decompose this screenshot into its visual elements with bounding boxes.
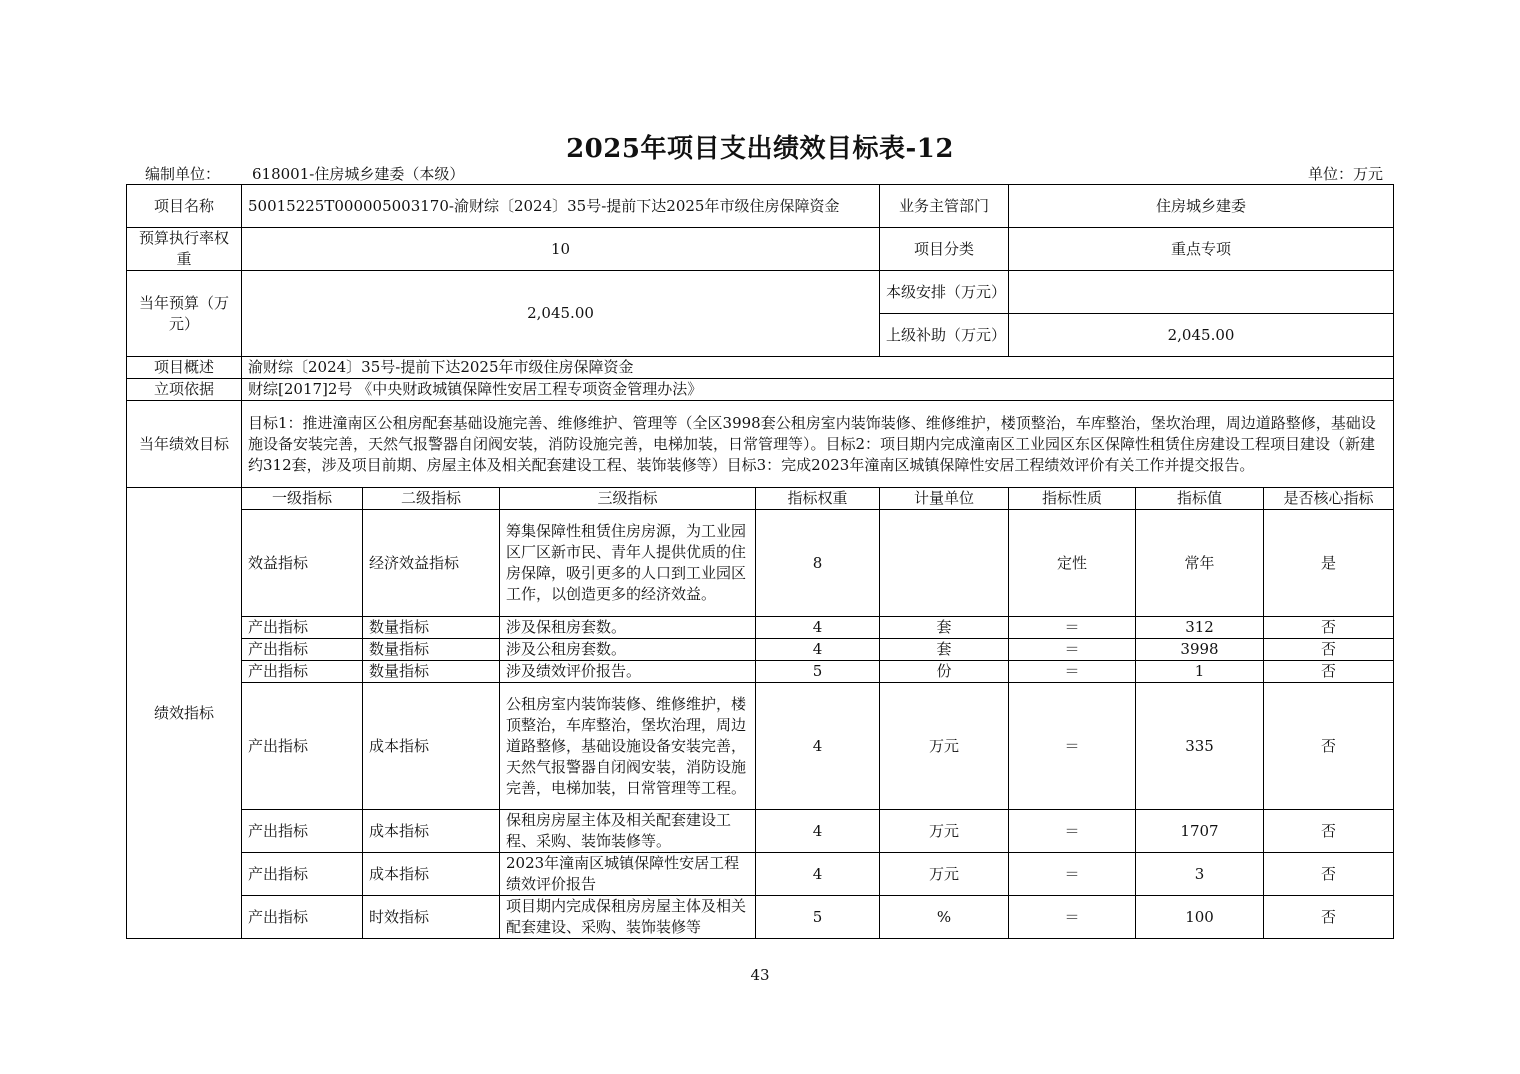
col-header-value: 指标值 (1136, 488, 1264, 510)
category-value: 重点专项 (1009, 228, 1394, 271)
cell-core: 是 (1264, 510, 1394, 617)
col-header-l1: 一级指标 (242, 488, 363, 510)
cell-core: 否 (1264, 896, 1394, 939)
table-row (127, 683, 1394, 810)
cell-weight: 4 (756, 617, 880, 639)
cell-l1: 产出指标 (242, 853, 363, 896)
cell-value: 312 (1136, 617, 1264, 639)
category-label: 项目分类 (880, 228, 1009, 271)
cell-nature: ＝ (1009, 810, 1136, 853)
cell-unit: 万元 (880, 853, 1009, 896)
cell-l2: 成本指标 (363, 810, 500, 853)
cell-l1: 产出指标 (242, 896, 363, 939)
cell-l1: 产出指标 (242, 617, 363, 639)
cell-weight: 4 (756, 853, 880, 896)
cell-l3: 公租房室内装饰装修、维修维护，楼顶整治，车库整治，堡坎治理，周边道路整修，基础设施设备安装完善，天然气报警器自闭阀安装，消防设施完善，电梯加装，日常管理等工程。 (500, 683, 756, 810)
cell-l2: 成本指标 (363, 853, 500, 896)
table-row (127, 896, 1394, 939)
subsidy-label: 上级补助（万元） (880, 314, 1009, 357)
basis-value: 财综[2017]2号 《中央财政城镇保障性安居工程专项资金管理办法》 (242, 379, 1394, 401)
cell-weight: 4 (756, 810, 880, 853)
col-header-nature: 指标性质 (1009, 488, 1136, 510)
cell-l1: 产出指标 (242, 661, 363, 683)
overview-value: 渝财综〔2024〕35号-提前下达2025年市级住房保障资金 (242, 357, 1394, 379)
budget-label: 当年预算（万元） (127, 271, 242, 357)
cell-value: 常年 (1136, 510, 1264, 617)
cell-value: 1 (1136, 661, 1264, 683)
unit-value: 618001-住房城乡建委（本级） (252, 165, 465, 183)
cell-core: 否 (1264, 661, 1394, 683)
table-row (127, 639, 1394, 661)
cell-nature: ＝ (1009, 617, 1136, 639)
budget-value: 2,045.00 (242, 271, 880, 357)
indicators-section-label: 绩效指标 (127, 488, 242, 939)
unit-label: 编制单位： (145, 165, 221, 183)
cell-l3: 涉及绩效评价报告。 (500, 661, 756, 683)
cell-unit: 万元 (880, 810, 1009, 853)
col-header-core: 是否核心指标 (1264, 488, 1394, 510)
cell-weight: 5 (756, 661, 880, 683)
table-row (127, 853, 1394, 896)
col-header-weight: 指标权重 (756, 488, 880, 510)
table-row (127, 810, 1394, 853)
cell-l2: 数量指标 (363, 617, 500, 639)
cell-nature: ＝ (1009, 639, 1136, 661)
table-row (127, 661, 1394, 683)
dept-value: 住房城乡建委 (1009, 185, 1394, 228)
cell-unit (880, 510, 1009, 617)
overview-label: 项目概述 (127, 357, 242, 379)
cell-l3: 项目期内完成保租房房屋主体及相关配套建设、采购、装饰装修等 (500, 896, 756, 939)
goal-label: 当年绩效目标 (127, 401, 242, 488)
cell-l2: 经济效益指标 (363, 510, 500, 617)
col-header-l2: 二级指标 (363, 488, 500, 510)
cell-value: 335 (1136, 683, 1264, 810)
cell-weight: 4 (756, 683, 880, 810)
cell-l2: 成本指标 (363, 683, 500, 810)
cell-l3: 保租房房屋主体及相关配套建设工程、采购、装饰装修等。 (500, 810, 756, 853)
cell-value: 3 (1136, 853, 1264, 896)
col-header-l3: 三级指标 (500, 488, 756, 510)
cell-l1: 产出指标 (242, 683, 363, 810)
cell-l3: 涉及公租房套数。 (500, 639, 756, 661)
cell-nature: ＝ (1009, 661, 1136, 683)
cell-nature: 定性 (1009, 510, 1136, 617)
project-name-label: 项目名称 (127, 185, 242, 228)
table-row (127, 617, 1394, 639)
cell-core: 否 (1264, 853, 1394, 896)
cell-weight: 8 (756, 510, 880, 617)
cell-value: 3998 (1136, 639, 1264, 661)
page-title: 2025年项目支出绩效目标表-12 (566, 134, 954, 164)
local-value (1009, 271, 1394, 314)
cell-l1: 效益指标 (242, 510, 363, 617)
cell-l3: 2023年潼南区城镇保障性安居工程绩效评价报告 (500, 853, 756, 896)
cell-nature: ＝ (1009, 853, 1136, 896)
cell-l2: 数量指标 (363, 661, 500, 683)
col-header-unit: 计量单位 (880, 488, 1009, 510)
cell-value: 1707 (1136, 810, 1264, 853)
cell-l2: 时效指标 (363, 896, 500, 939)
cell-nature: ＝ (1009, 683, 1136, 810)
performance-target-table (126, 184, 1394, 939)
cell-unit: 份 (880, 661, 1009, 683)
local-label: 本级安排（万元） (880, 271, 1009, 314)
subsidy-value: 2,045.00 (1009, 314, 1394, 357)
currency-label: 单位：万元 (1307, 165, 1383, 183)
cell-weight: 4 (756, 639, 880, 661)
project-name-value: 50015225T000005003170-渝财综〔2024〕35号-提前下达2025年市级住房保障资金 (242, 185, 880, 228)
weight-label: 预算执行率权重 (127, 228, 242, 271)
cell-core: 否 (1264, 639, 1394, 661)
page-number: 43 (750, 966, 770, 984)
basis-label: 立项依据 (127, 379, 242, 401)
cell-value: 100 (1136, 896, 1264, 939)
cell-unit: 万元 (880, 683, 1009, 810)
cell-nature: ＝ (1009, 896, 1136, 939)
cell-core: 否 (1264, 683, 1394, 810)
table-row (127, 510, 1394, 617)
weight-value: 10 (242, 228, 880, 271)
dept-label: 业务主管部门 (880, 185, 1009, 228)
cell-unit: 套 (880, 639, 1009, 661)
cell-core: 否 (1264, 810, 1394, 853)
cell-l1: 产出指标 (242, 810, 363, 853)
goal-value: 目标1：推进潼南区公租房配套基础设施完善、维修维护、管理等（全区3998套公租房室内装饰装修、维修维护，楼顶整治，车库整治，堡坎治理，周边道路整修，基础设施设备安装完善，天然气报警器自闭阀安装，消防设施完善，电梯加装，日常管理等）。目标2：项目期内完成潼南区工业园区东区保障性租赁住房建设工程项目建设（新建约312套，涉及项目前期、房屋主体及相关配套建设工程、装饰装修等）目标3：完成2023年潼南区城镇保障性安居工程绩效评价有关工作并提交报告。 (242, 401, 1394, 488)
cell-l1: 产出指标 (242, 639, 363, 661)
cell-core: 否 (1264, 617, 1394, 639)
cell-weight: 5 (756, 896, 880, 939)
cell-l3: 筹集保障性租赁住房房源，为工业园区厂区新市民、青年人提供优质的住房保障，吸引更多的人口到工业园区工作，以创造更多的经济效益。 (500, 510, 756, 617)
cell-l3: 涉及保租房套数。 (500, 617, 756, 639)
cell-unit: 套 (880, 617, 1009, 639)
cell-l2: 数量指标 (363, 639, 500, 661)
cell-unit: % (880, 896, 1009, 939)
